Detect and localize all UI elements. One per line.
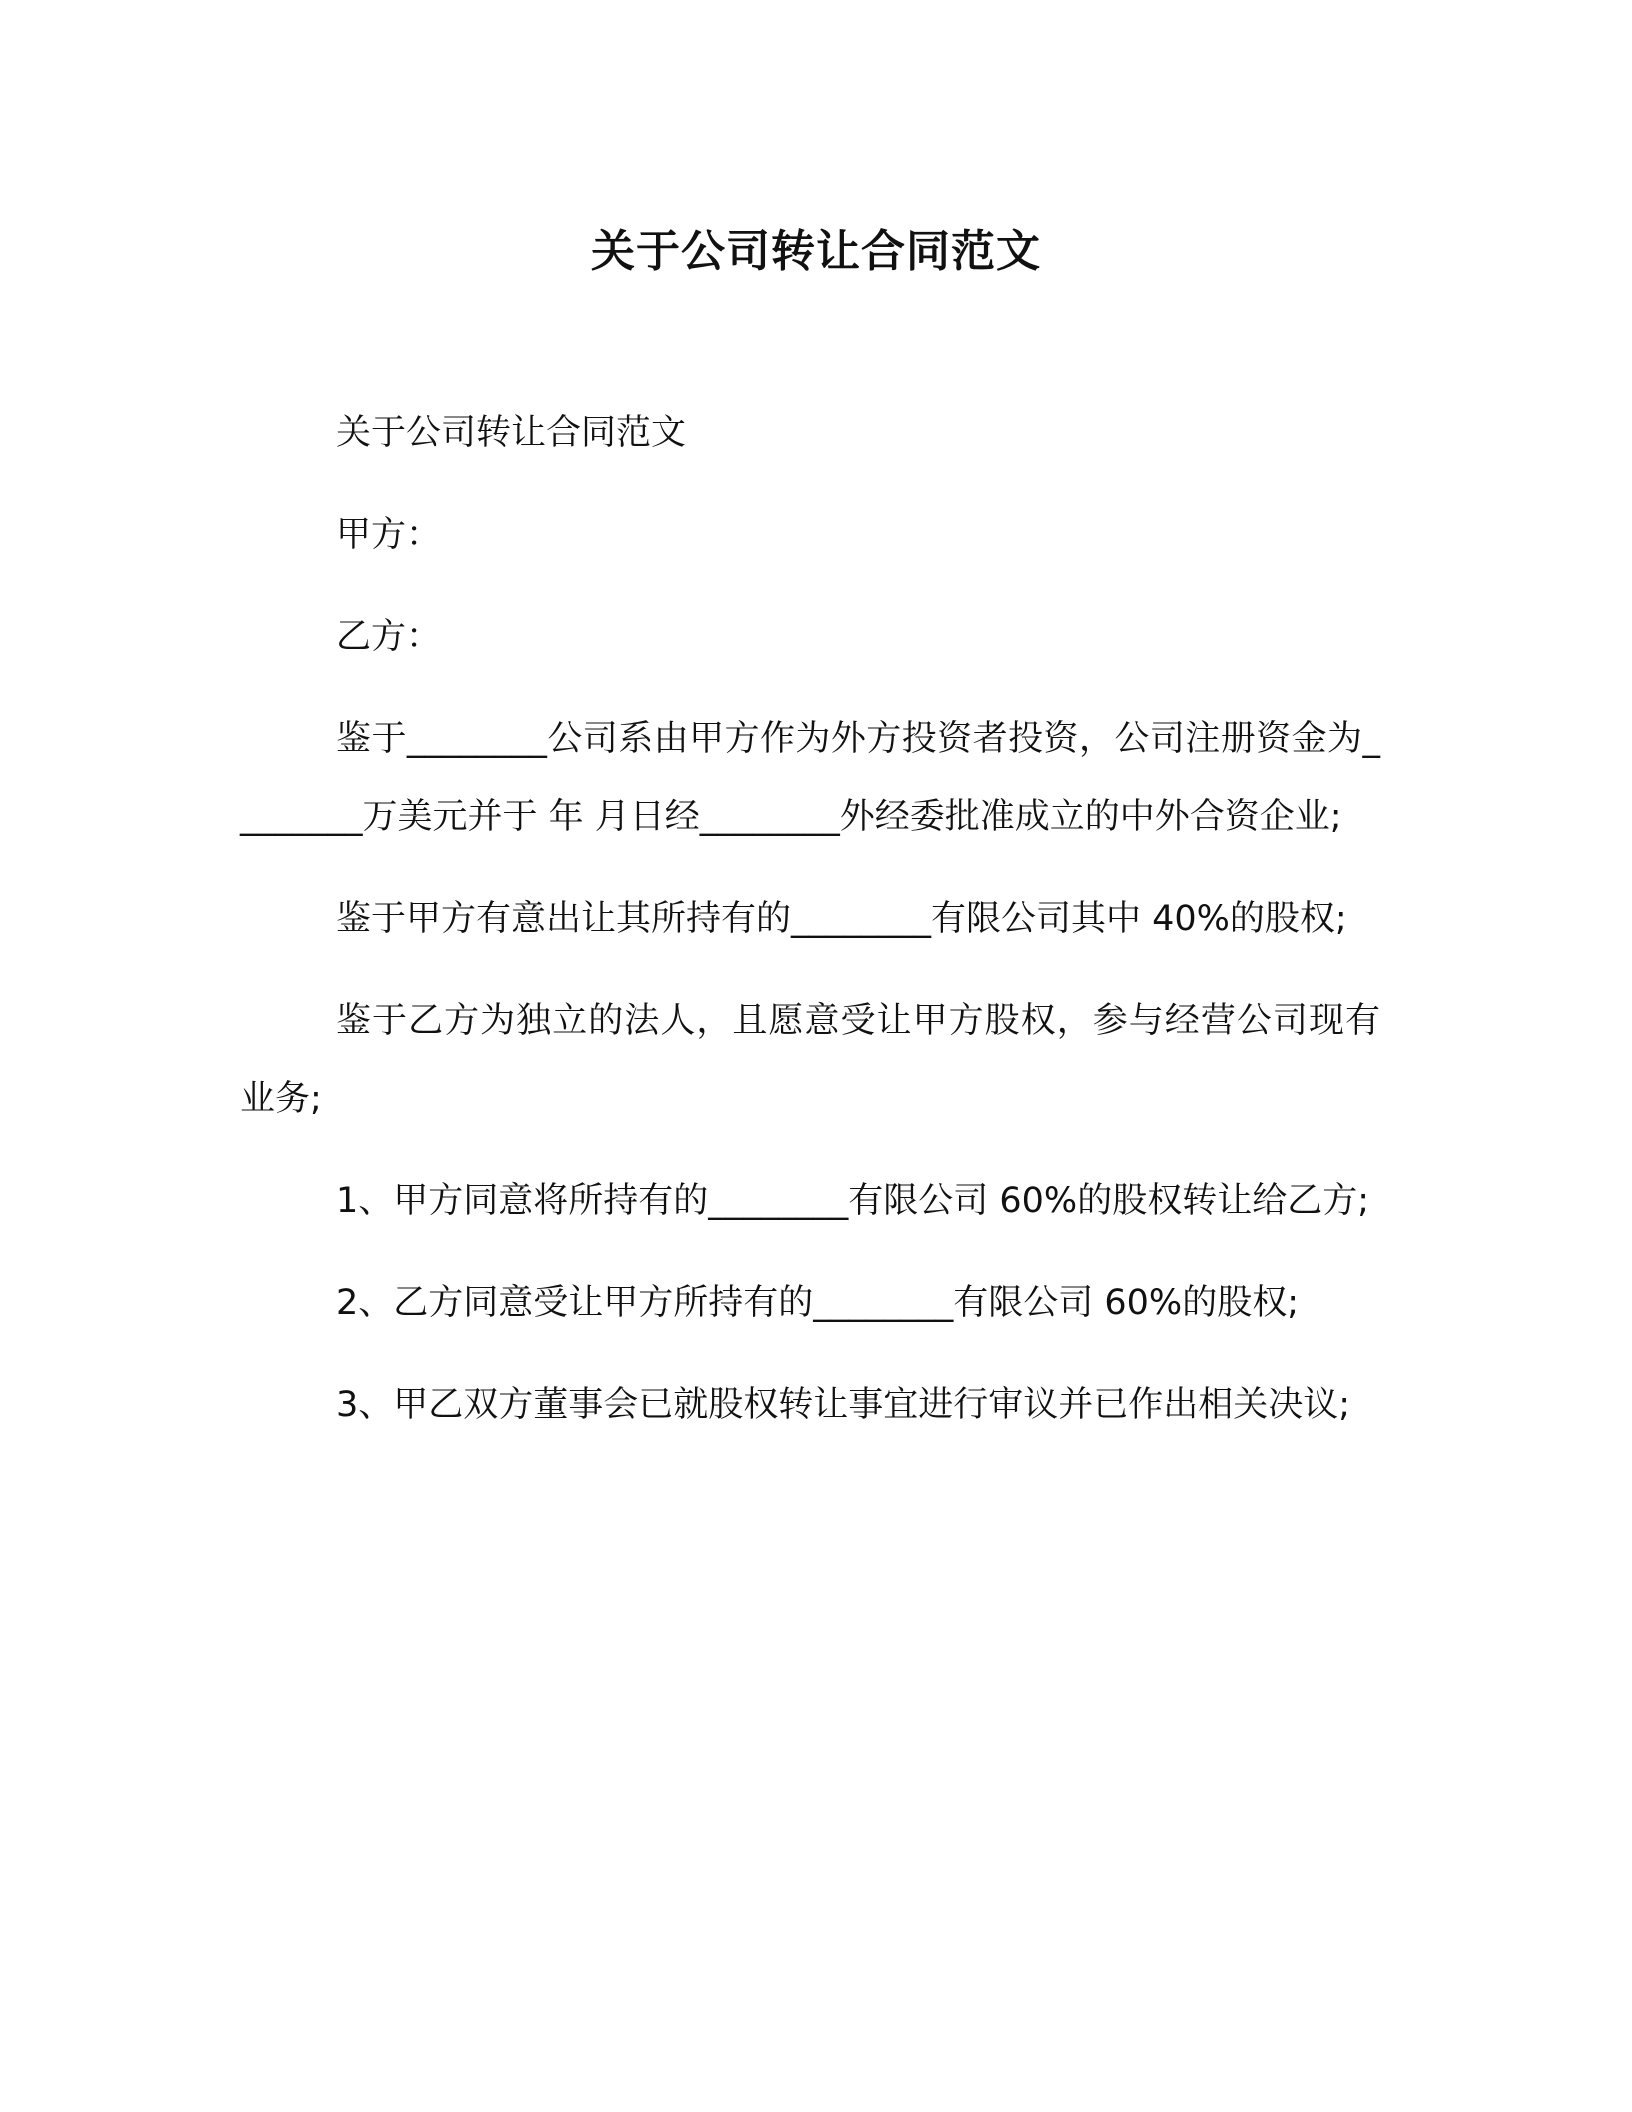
paragraph-clause-2: 2、乙方同意受让甲方所持有的________有限公司 60%的股权; (336, 1283, 1299, 1323)
paragraph-subtitle: 关于公司转让合同范文 (336, 413, 687, 453)
paragraph-clause-3: 3、甲乙双方董事会已就股权转让事宜进行审议并已作出相关决议; (336, 1385, 1351, 1425)
paragraph-party-b: 乙方： (336, 617, 442, 657)
paragraph-whereas-1: 鉴于________公司系由甲方作为外方投资者投资，公司注册资金为________万美元并于 年 月日经________外经委批准成立的中外合资企业; (240, 719, 1380, 837)
document-title: 关于公司转让合同范文 (591, 226, 1041, 277)
paragraph-party-a: 甲方： (336, 515, 442, 555)
paragraph-clause-1: 1、甲方同意将所持有的________有限公司 60%的股权转让给乙方; (336, 1181, 1369, 1221)
paragraph-whereas-2: 鉴于甲方有意出让其所持有的________有限公司其中 40%的股权; (336, 899, 1347, 939)
document-body (240, 394, 1380, 1468)
paragraph-whereas-3: 鉴于乙方为独立的法人，且愿意受让甲方股权，参与经营公司现有业务; (240, 1001, 1380, 1119)
